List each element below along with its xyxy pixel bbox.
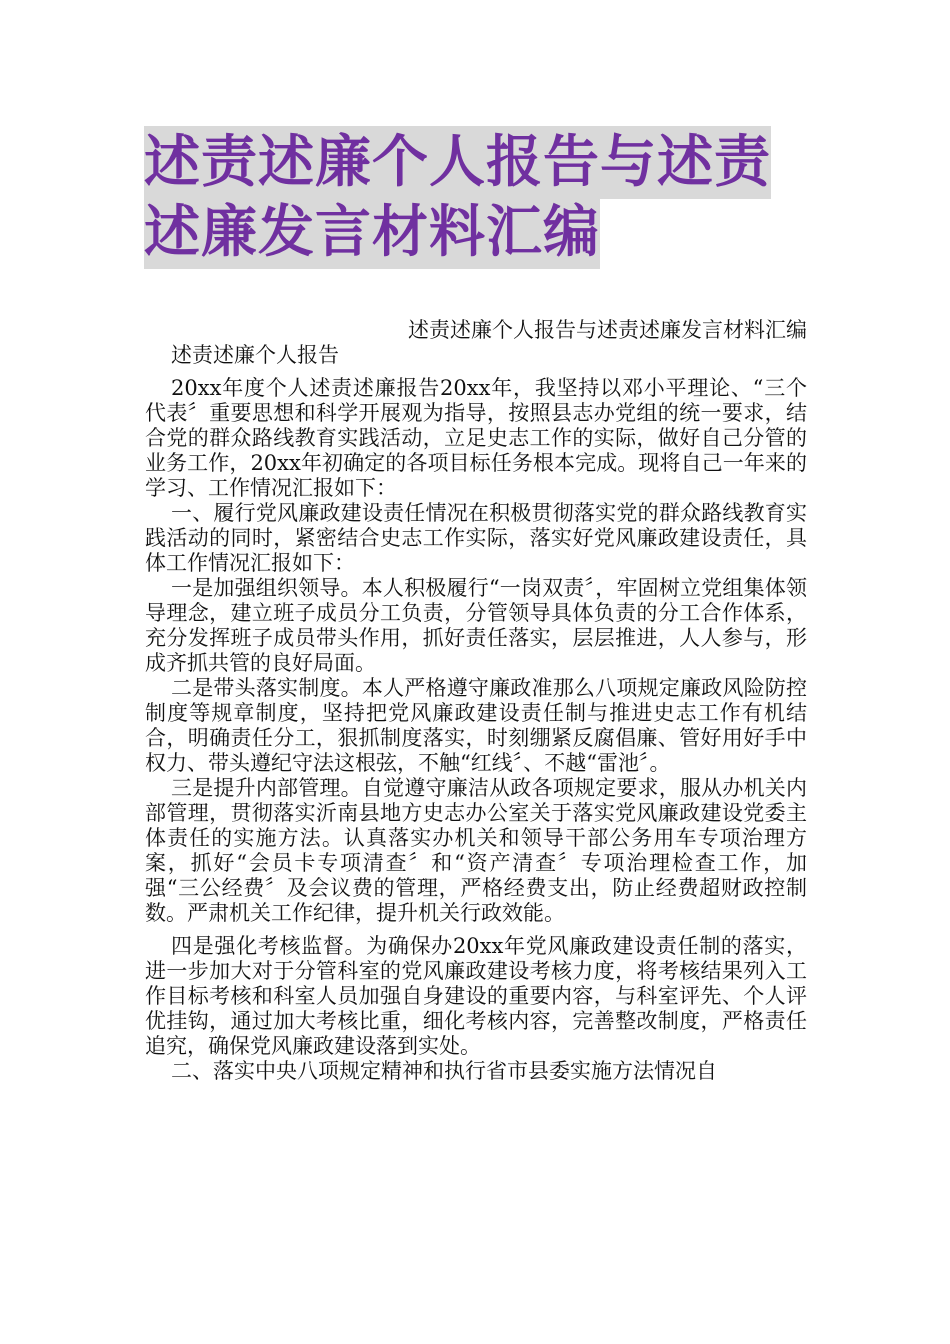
- paragraph: 一是加强组织领导。本人积极履行“一岗双责〞，牢固树立党组集体领导理念，建立班子成员分工负责，分管领导具体负责的分工合作体系，充分发挥班子成员带头作用，抓好责任落实，层层推进，人人参与，形成齐抓共管的良好局面。: [145, 576, 807, 675]
- document-body: [145, 318, 807, 1084]
- document-title-text: 述责述廉个人报告与述责述廉发言材料汇编: [144, 126, 771, 269]
- paragraph: 三是提升内部管理。自觉遵守廉洁从政各项规定要求，服从办机关内部管理，贯彻落实沂南县地方史志办公室关于落实党风廉政建设党委主体责任的实施方法。认真落实办机关和领导干部公务用车专项治理方案，抓好“会员卡专项清查〞和“资产清查〞专项治理检查工作，加强“三公经费〞及会议费的管理，严格经费支出，防止经费超财政控制数。严肃机关工作纪律，提升机关行政效能。: [145, 776, 807, 925]
- paragraph: 二是带头落实制度。本人严格遵守廉政准那么八项规定廉政风险防控制度等规章制度，坚持把党风廉政建设责任制与推进史志工作有机结合，明确责任分工，狠抓制度落实，时刻绷紧反腐倡廉、管好用好手中权力、带头遵纪守法这根弦，不触“红线〞、不越“雷池〞。: [145, 676, 807, 775]
- paragraph: 四是强化考核监督。为确保办20xx年党风廉政建设责任制的落实，进一步加大对于分管科室的党风廉政建设考核力度，将考核结果列入工作目标考核和科室人员加强自身建设的重要内容，与科室评先、个人评优挂钩，通过加大考核比重，细化考核内容，完善整改制度，严格责任追究，确保党风廉政建设落到实处。: [145, 934, 807, 1058]
- paragraph: 一、履行党风廉政建设责任情况在积极贯彻落实党的群众路线教育实践活动的同时，紧密结合史志工作实际，落实好党风廉政建设责任，具体工作情况汇报如下：: [145, 501, 807, 575]
- paragraph: 20xx年度个人述责述廉报告20xx年，我坚持以邓小平理论、“三个代表〞重要思想和科学开展观为指导，按照县志办党组的统一要求，结合党的群众路线教育实践活动，立足史志工作的实际，做好自己分管的业务工作，20xx年初确定的各项目标任务根本完成。现将自己一年来的学习、工作情况汇报如下：: [145, 376, 807, 500]
- document-subtitle: 述责述廉个人报告与述责述廉发言材料汇编: [408, 318, 807, 342]
- section-heading: 述责述廉个人报告: [171, 343, 339, 367]
- paragraph: 二、落实中央八项规定精神和执行省市县委实施方法情况自: [171, 1059, 717, 1083]
- document-title: [144, 128, 814, 268]
